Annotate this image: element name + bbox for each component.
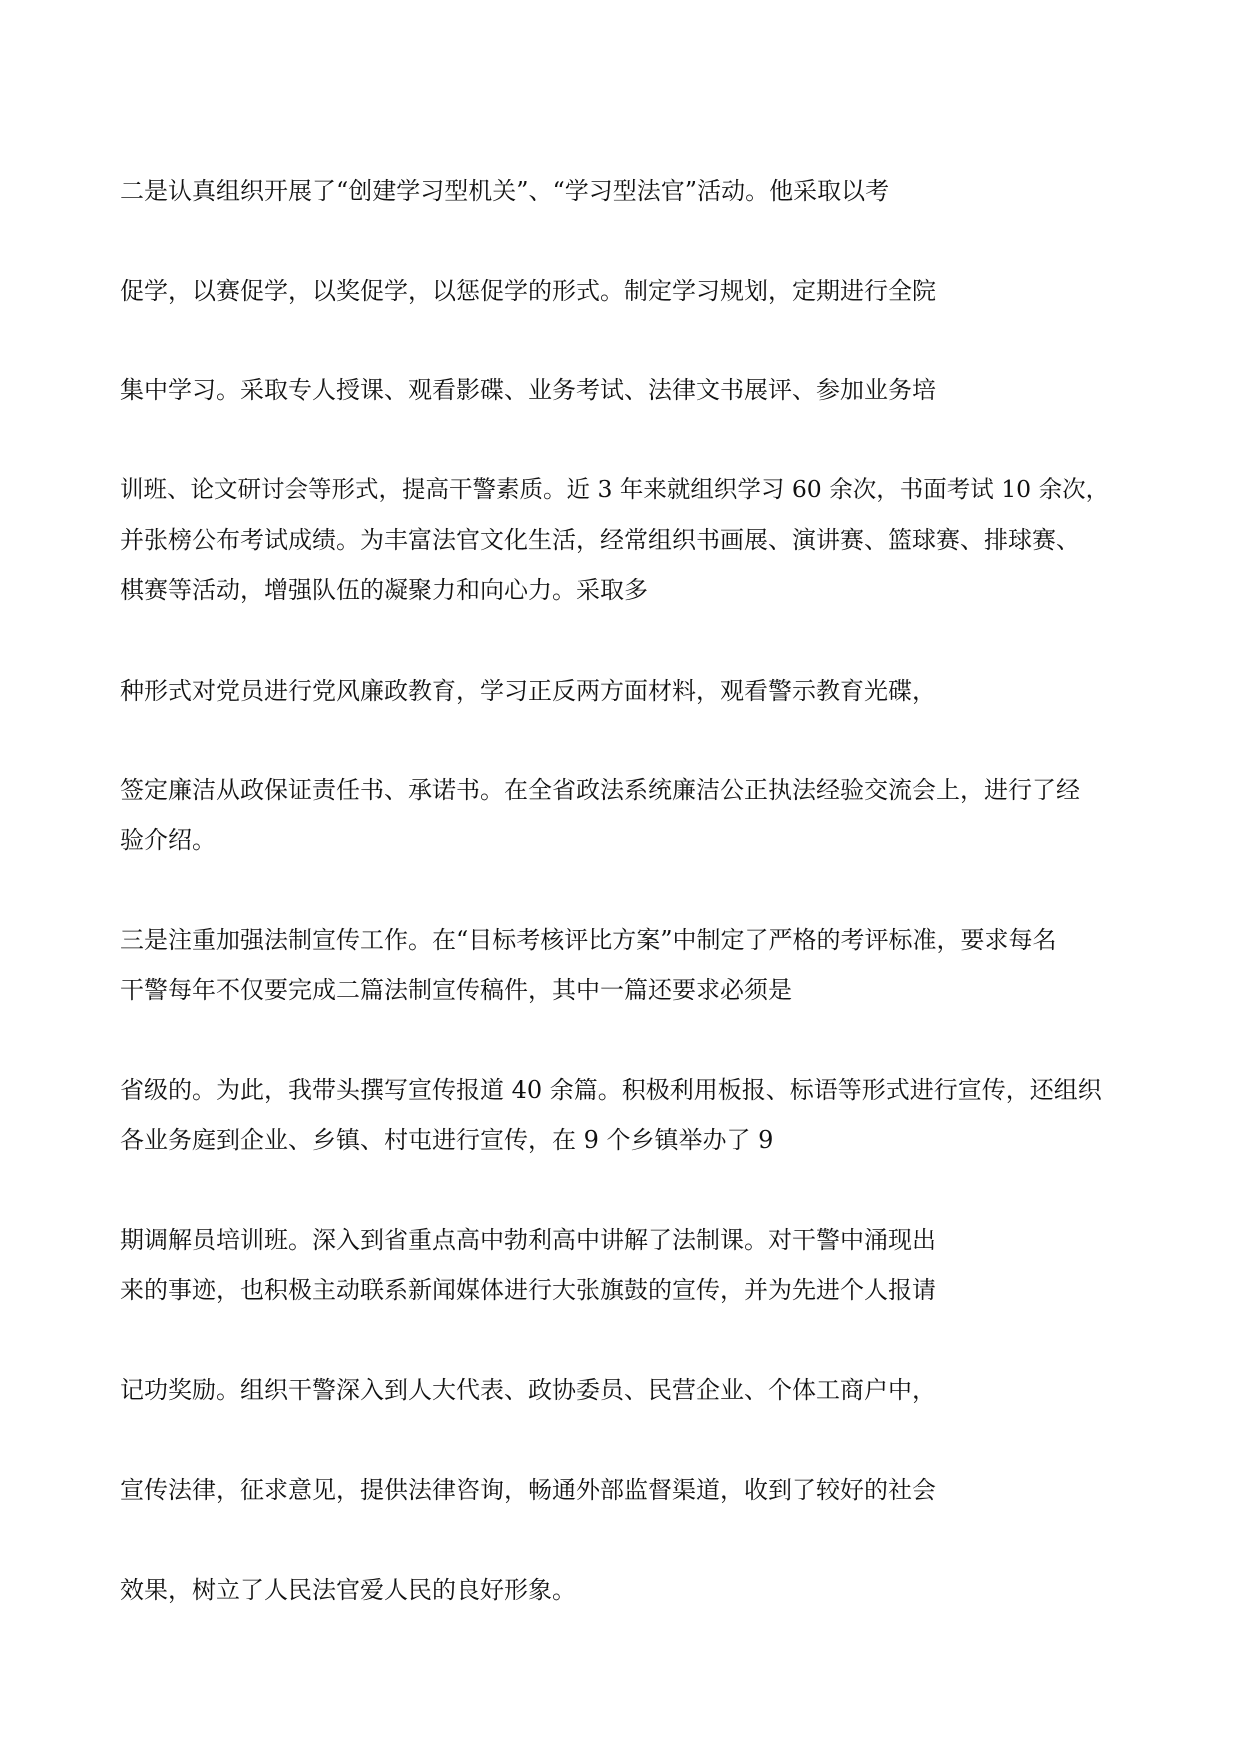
text-line: 棋赛等活动，增强队伍的凝聚力和向心力。采取多	[120, 576, 648, 604]
text-line: 验介绍。	[120, 826, 216, 854]
text-line: 省级的。为此，我带头撰写宣传报道 40 余篇。积极利用板报、标语等形式进行宣传，还组织	[120, 1076, 1102, 1104]
text-line: 宣传法律，征求意见，提供法律咨询，畅通外部监督渠道，收到了较好的社会	[120, 1476, 936, 1504]
text-line: 来的事迹，也积极主动联系新闻媒体进行大张旗鼓的宣传，并为先进个人报请	[120, 1276, 936, 1304]
text-line: 并张榜公布考试成绩。为丰富法官文化生活，经常组织书画展、演讲赛、篮球赛、排球赛、	[120, 526, 1080, 554]
text-line: 记功奖励。组织干警深入到人大代表、政协委员、民营企业、个体工商户中，	[120, 1376, 936, 1404]
text-line: 效果，树立了人民法官爱人民的良好形象。	[120, 1576, 576, 1604]
text-line: 三是注重加强法制宣传工作。在“目标考核评比方案”中制定了严格的考评标准，要求每名	[120, 926, 1057, 954]
text-line: 训班、论文研讨会等形式，提高干警素质。近 3 年来就组织学习 60 余次，书面考试 10 余次，	[120, 475, 1110, 503]
text-line: 签定廉洁从政保证责任书、承诺书。在全省政法系统廉洁公正执法经验交流会上，进行了经	[120, 776, 1080, 804]
text-line: 干警每年不仅要完成二篇法制宣传稿件，其中一篇还要求必须是	[120, 976, 792, 1004]
text-line: 集中学习。采取专人授课、观看影碟、业务考试、法律文书展评、参加业务培	[120, 376, 936, 404]
text-line: 种形式对党员进行党风廉政教育，学习正反两方面材料，观看警示教育光碟，	[120, 677, 936, 705]
text-line: 期调解员培训班。深入到省重点高中勃利高中讲解了法制课。对干警中涌现出	[120, 1226, 936, 1254]
text-line: 促学，以赛促学，以奖促学，以惩促学的形式。制定学习规划，定期进行全院	[120, 277, 936, 305]
text-line: 各业务庭到企业、乡镇、村屯进行宣传，在 9 个乡镇举办了 9	[120, 1126, 774, 1154]
text-line: 二是认真组织开展了“创建学习型机关”、“学习型法官”活动。他采取以考	[120, 177, 890, 205]
